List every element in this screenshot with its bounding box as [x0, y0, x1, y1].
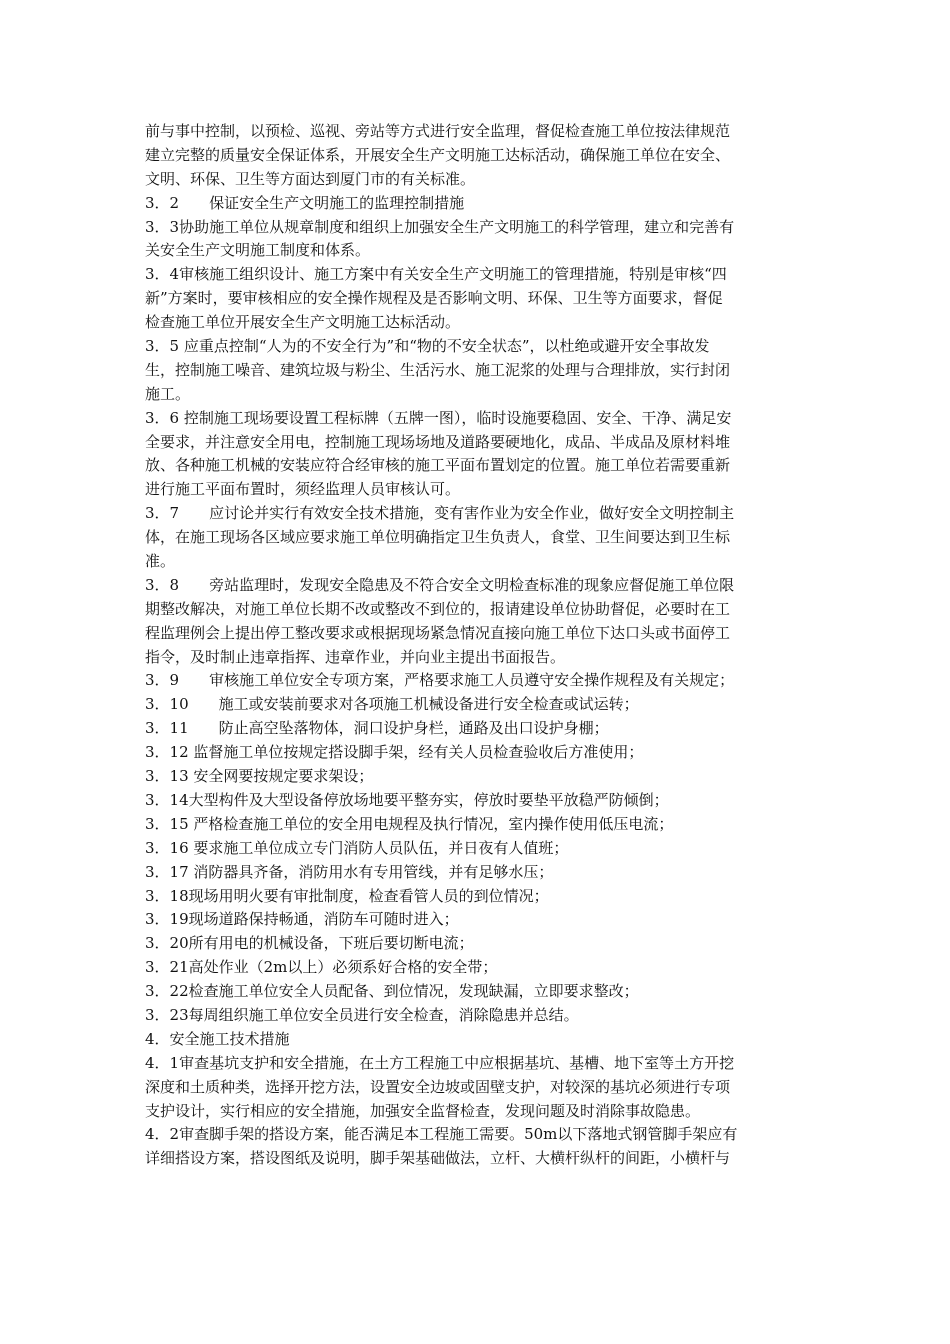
- text-line: 3．11 防止高空坠落物体，洞口设护身栏，通路及出口设护身棚；: [145, 719, 609, 738]
- text-line: 3．22检查施工单位安全人员配备、到位情况，发现缺漏，立即要求整改；: [145, 982, 639, 1001]
- text-line: 体，在施工现场各区域应要求施工单位明确指定卫生负责人，食堂、卫生间要达到卫生标: [145, 528, 731, 547]
- text-line: 3．15 严格检查施工单位的安全用电规程及执行情况，室内操作使用低压电流；: [145, 814, 674, 833]
- text-line: 3．20所有用电的机械设备，下班后要切断电流；: [145, 934, 474, 953]
- text-line: 生，控制施工噪音、建筑垃圾与粉尘、生活污水、施工泥浆的处理与合理排放，实行封闭: [145, 360, 731, 379]
- text-line: 3．8 旁站监理时，发现安全隐患及不符合安全文明检查标准的现象应督促施工单位限: [145, 575, 735, 594]
- text-line: 详细搭设方案，搭设图纸及说明，脚手架基础做法，立杆、大横杆纵杆的间距，小横杆与: [145, 1149, 731, 1168]
- text-line: 3．3协助施工单位从规章制度和组织上加强安全生产文明施工的科学管理，建立和完善有: [145, 217, 735, 236]
- text-line: 施工。: [145, 384, 191, 403]
- text-line: 3．21高处作业（2m以上）必须系好合格的安全带；: [145, 958, 498, 977]
- text-line: 期整改解决，对施工单位长期不改或整改不到位的，报请建设单位协助督促，必要时在工: [145, 599, 731, 618]
- text-line: 3．13 安全网要按规定要求架设；: [145, 767, 374, 786]
- text-line: 检查施工单位开展安全生产文明施工达标活动。: [145, 313, 461, 332]
- text-line: 3．16 要求施工单位成立专门消防人员队伍，并日夜有人值班；: [145, 838, 569, 857]
- text-line: 3．5 应重点控制“人为的不安全行为”和“物的不安全状态”，以杜绝或避开安全事故发: [145, 337, 710, 356]
- text-line: 4．2审查脚手架的搭设方案，能否满足本工程施工需要。50m以下落地式钢管脚手架应有: [145, 1125, 738, 1144]
- text-line: 3．17 消防器具齐备，消防用水有专用管线，并有足够水压；: [145, 862, 554, 881]
- text-line: 3．19现场道路保持畅通，消防车可随时进入；: [145, 910, 459, 929]
- text-line: 准。: [145, 552, 176, 571]
- text-line: 3．23每周组织施工单位安全员进行安全检查，消除隐患并总结。: [145, 1005, 579, 1024]
- section-heading: 3．2 保证安全生产文明施工的监理控制措施: [145, 193, 465, 212]
- text-line: 建立完整的质量安全保证体系，开展安全生产文明施工达标活动，确保施工单位在安全、: [145, 145, 731, 164]
- text-line: 程监理例会上提出停工整改要求或根据现场紧急情况直接向施工单位下达口头或书面停工: [145, 623, 731, 642]
- text-line: 前与事中控制，以预检、巡视、旁站等方式进行安全监理，督促检查施工单位按法律规范: [145, 122, 731, 140]
- text-line: 3．12 监督施工单位按规定搭设脚手架，经有关人员检查验收后方准使用；: [145, 743, 644, 762]
- text-line: 3．10 施工或安装前要求对各项施工机械设备进行安全检查或试运转；: [145, 695, 639, 714]
- text-line: 放、各种施工机械的安装应符合经审核的施工平面布置划定的位置。施工单位若需要重新: [145, 456, 731, 475]
- text-line: 深度和土质种类，选择开挖方法，设置安全边坡或固壁支护，对较深的基坑必须进行专项: [145, 1077, 731, 1096]
- section-heading: 4．安全施工技术措施: [145, 1029, 290, 1048]
- text-line: 3．9 审核施工单位安全专项方案，严格要求施工人员遵守安全操作规程及有关规定；: [145, 671, 735, 690]
- text-line: 3．18现场用明火要有审批制度，检查看管人员的到位情况；: [145, 886, 549, 905]
- text-line: 4．1审查基坑支护和安全措施，在土方工程施工中应根据基坑、基槽、地下室等土方开挖: [145, 1053, 735, 1072]
- text-line: 3．7 应讨论并实行有效安全技术措施，变有害作业为安全作业，做好安全文明控制主: [145, 504, 735, 523]
- text-line: 3．4审核施工组织设计、施工方案中有关安全生产文明施工的管理措施，特别是审核“四: [145, 265, 727, 284]
- text-line: 文明、环保、卫生等方面达到厦门市的有关标准。: [145, 169, 476, 188]
- text-line: 进行施工平面布置时，须经监理人员审核认可。: [145, 480, 461, 499]
- text-line: 全要求，并注意安全用电，控制施工现场场地及道路要硬地化，成品、半成品及原材料堆: [145, 432, 731, 451]
- text-line: 新”方案时，要审核相应的安全操作规程及是否影响文明、环保、卫生等方面要求，督促: [145, 289, 723, 308]
- text-line: 关安全生产文明施工制度和体系。: [145, 241, 371, 260]
- text-line: 3．14大型构件及大型设备停放场地要平整夯实，停放时要垫平放稳严防倾倒；: [145, 790, 669, 809]
- document-page: [145, 120, 805, 1171]
- text-line: 支护设计，实行相应的安全措施，加强安全监督检查，发现问题及时消除事故隐患。: [145, 1101, 701, 1120]
- text-line: 3．6 控制施工现场要设置工程标牌（五牌一图），临时设施要稳固、安全、干净、满足安: [145, 408, 732, 427]
- text-line: 指令，及时制止违章指挥、违章作业，并向业主提出书面报告。: [145, 647, 566, 666]
